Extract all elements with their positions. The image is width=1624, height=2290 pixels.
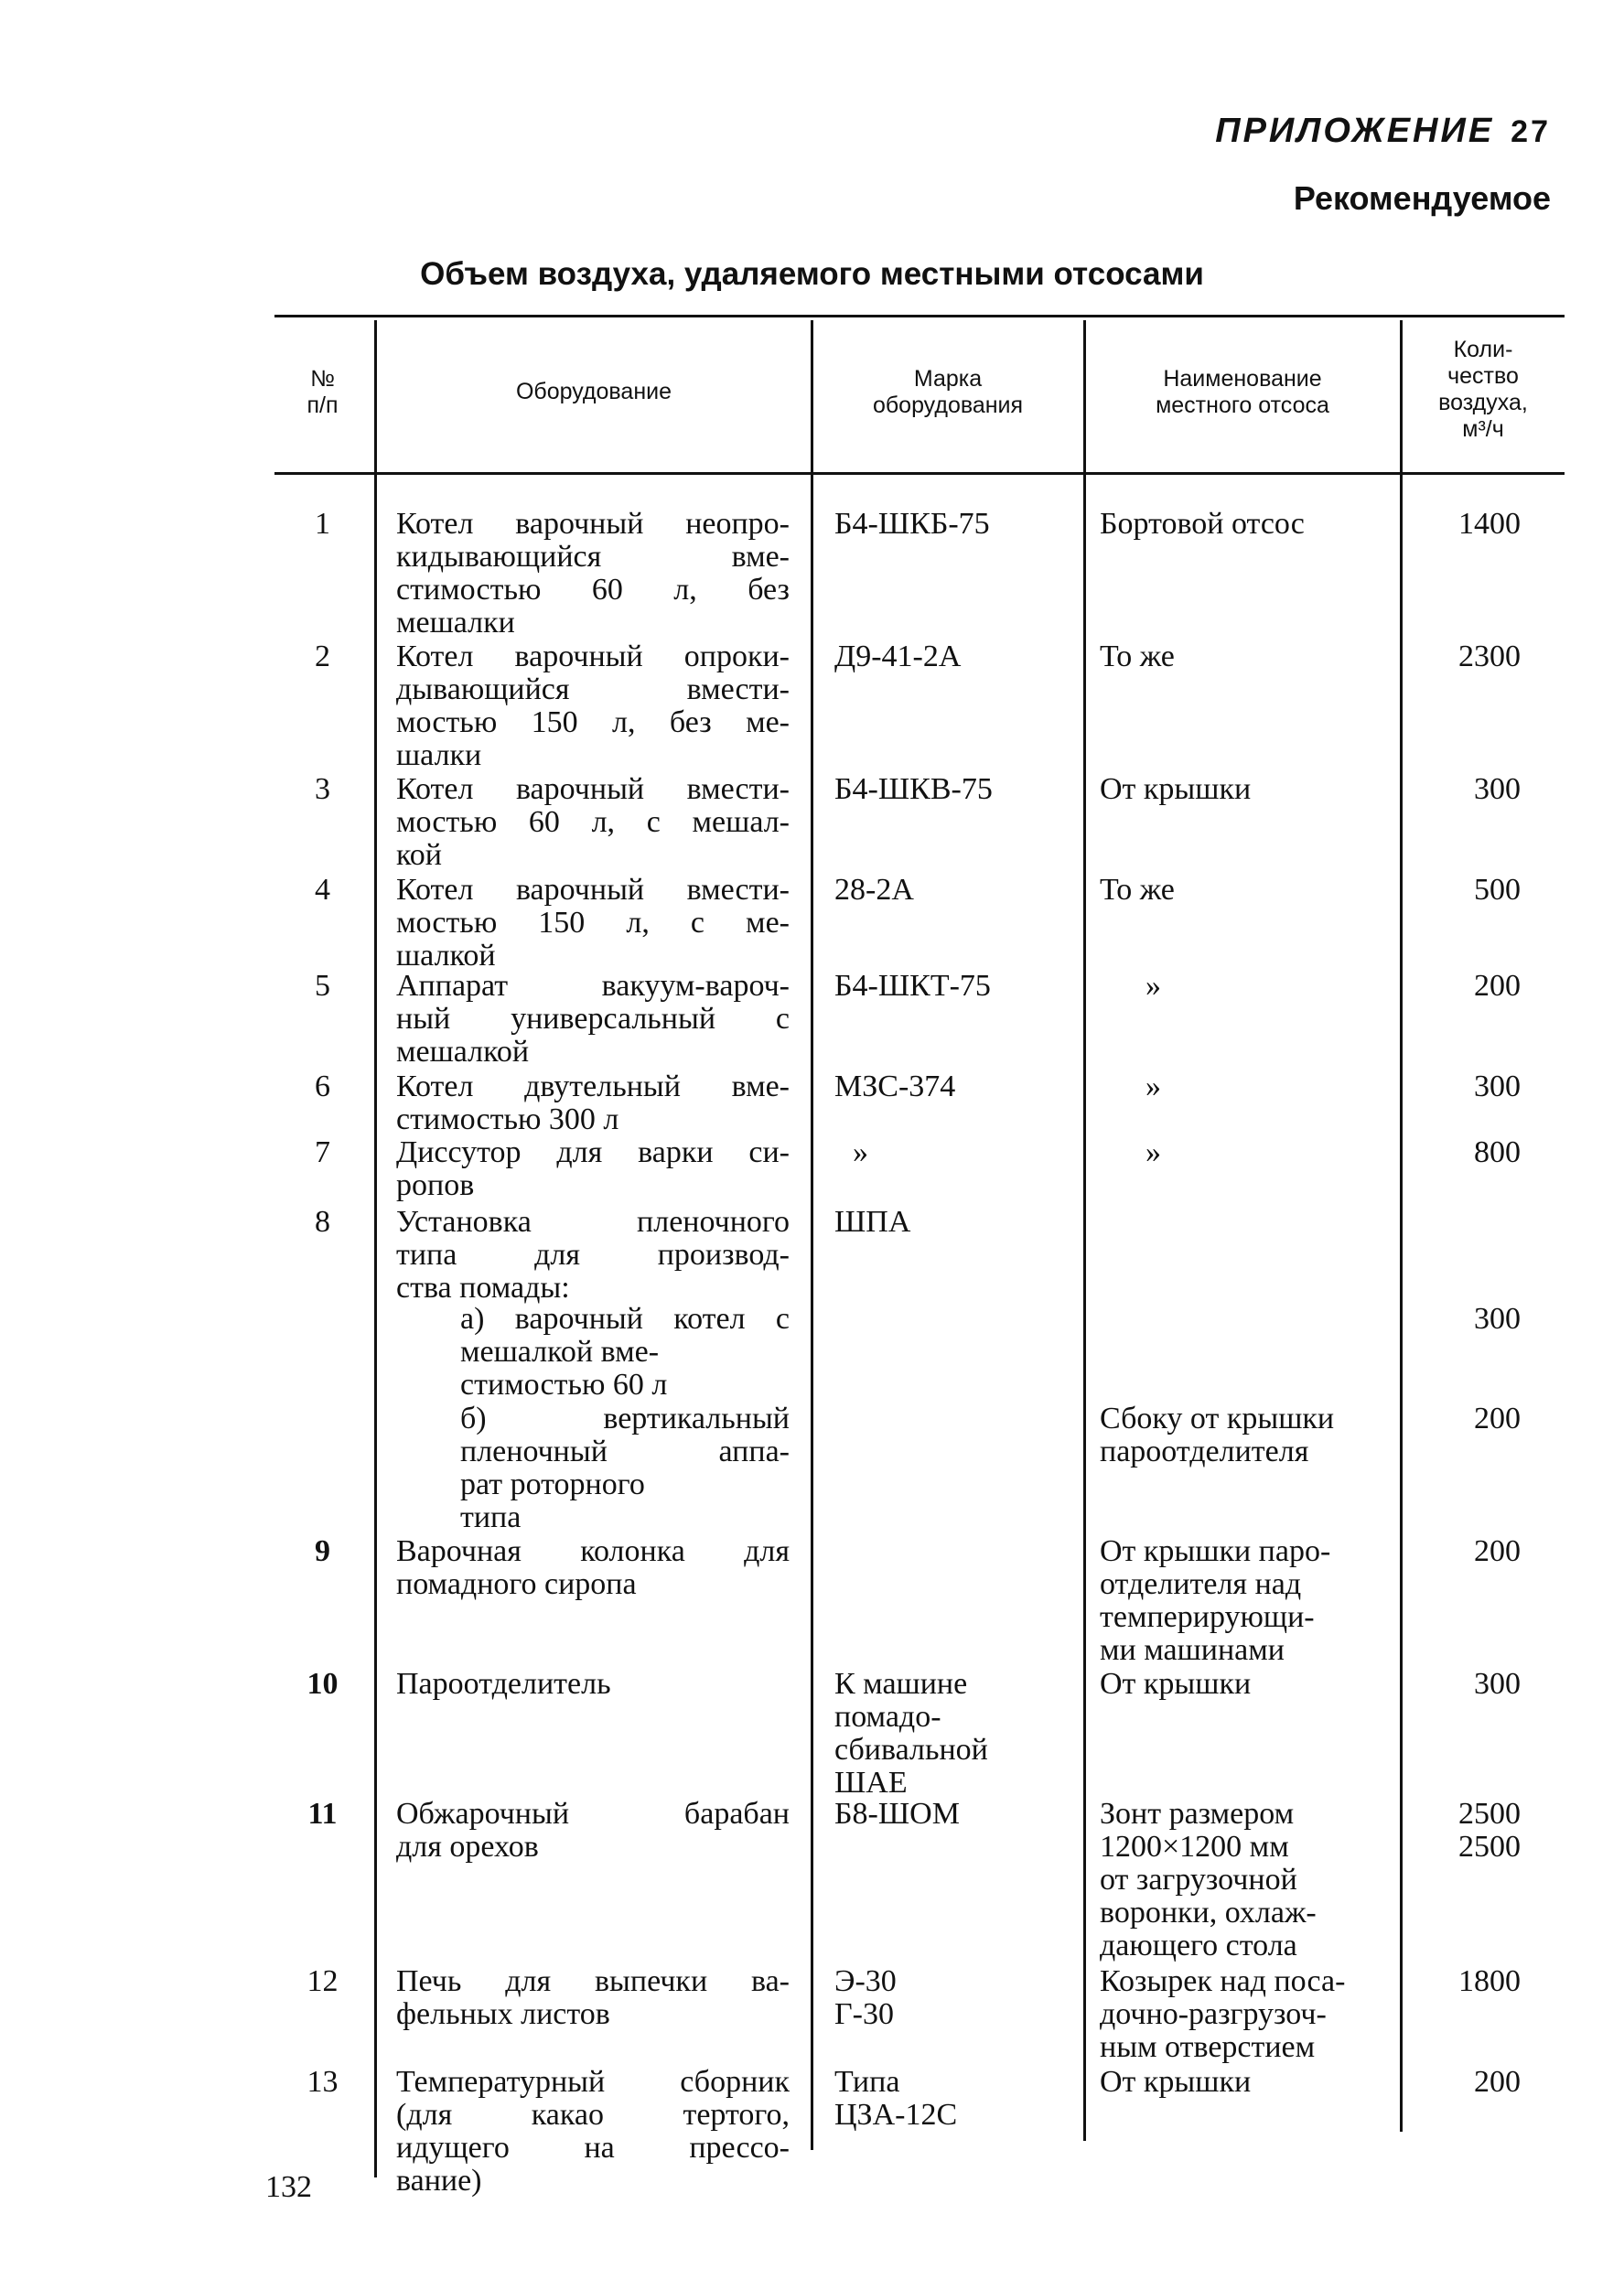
cell-num: 5	[315, 969, 330, 1003]
cell-num: 4	[315, 873, 330, 907]
equipment-line: ропов	[396, 1168, 475, 1202]
cell-brand: ШПА	[834, 1205, 911, 1239]
equipment-line: Котел варочный вмести-	[396, 772, 790, 806]
cell-brand: К машине помадо- сбивальной ШАЕ	[834, 1667, 988, 1800]
column-header-num: № п/п	[307, 366, 339, 418]
cell-volume: 300	[1474, 1667, 1521, 1701]
cell-equipment	[396, 970, 790, 1069]
equipment-line: мешалкой вме-	[460, 1335, 660, 1369]
cell-equipment	[460, 1303, 790, 1402]
column-header-volume: Коли- чество воздуха, м³/ч	[1438, 337, 1528, 442]
cell-equipment	[460, 1403, 790, 1534]
equipment-line: Установка пленочного	[396, 1205, 790, 1239]
equipment-line: стимостью 300 л	[396, 1102, 619, 1136]
equipment-line: Варочная колонка для	[396, 1534, 790, 1568]
cell-brand: Э-30 Г-30	[834, 1964, 897, 2031]
cell-equipment	[396, 874, 790, 973]
table-caption: Объем воздуха, удаляемого местными отсосами	[420, 256, 1204, 292]
column-divider	[1083, 320, 1086, 2141]
cell-num: 8	[315, 1205, 330, 1239]
cell-equipment	[396, 1206, 790, 1305]
equipment-line: типа	[460, 1500, 522, 1534]
cell-volume: 300	[1474, 1302, 1521, 1336]
equipment-line: фельных листов	[396, 1997, 610, 2031]
equipment-line: а) варочный котел с	[460, 1302, 790, 1336]
equipment-line: Котел варочный опроки-	[396, 640, 790, 673]
cell-equipment	[396, 1798, 790, 1864]
column-header-brand: Марка оборудования	[872, 366, 1024, 418]
equipment-line: идущего на прессо-	[396, 2131, 790, 2165]
equipment-line: Пароотделитель	[396, 1667, 611, 1701]
cell-equipment	[396, 1965, 790, 2031]
cell-num: 9	[315, 1534, 330, 1568]
cell-volume: 1800	[1458, 1964, 1521, 1998]
cell-volume: 200	[1474, 2065, 1521, 2099]
cell-brand: Б4-ШКБ-75	[834, 507, 990, 541]
cell-num: 2	[315, 640, 330, 673]
equipment-line: Печь для выпечки ва-	[396, 1964, 790, 1998]
column-header-suction: Наименование местного отсоса	[1156, 366, 1329, 418]
cell-equipment	[396, 1136, 790, 1202]
equipment-line: помадного сиропа	[396, 1567, 637, 1601]
appendix-title	[1215, 112, 1551, 151]
equipment-line: Котел варочный вмести-	[396, 873, 790, 907]
cell-brand: Д9-41-2А	[834, 640, 962, 673]
equipment-line: шалкой	[396, 939, 496, 973]
cell-num: 6	[315, 1070, 330, 1103]
cell-num: 10	[307, 1667, 339, 1701]
cell-equipment	[396, 2066, 790, 2198]
column-divider	[811, 320, 813, 2150]
cell-equipment	[396, 773, 790, 872]
cell-volume: 2300	[1458, 640, 1521, 673]
cell-brand: 28-2А	[834, 873, 914, 907]
cell-num: 3	[315, 772, 330, 806]
cell-volume: 200	[1474, 1402, 1521, 1435]
cell-volume: 200	[1474, 1534, 1521, 1568]
equipment-line: мостью 60 л, с мешал-	[396, 805, 790, 839]
equipment-line: Аппарат вакуум-вароч-	[396, 969, 790, 1003]
cell-equipment	[396, 1668, 790, 1701]
cell-volume: 300	[1474, 772, 1521, 806]
cell-equipment	[396, 1070, 790, 1136]
cell-brand: Б4-ШКВ-75	[834, 772, 993, 806]
cell-suction: Бортовой отсос	[1100, 507, 1305, 541]
cell-suction: Козырек над поса- дочно-разгрузоч- ным отверстием	[1100, 1964, 1346, 2064]
equipment-line: мешалкой	[396, 1035, 530, 1069]
column-divider	[374, 320, 377, 2177]
equipment-line: стимостью 60 л	[460, 1368, 668, 1402]
cell-suction: От крышки	[1100, 1667, 1252, 1701]
equipment-line: Котел варочный неопро-	[396, 507, 790, 541]
equipment-line: дывающийся вмести-	[396, 672, 790, 706]
equipment-line: для орехов	[396, 1830, 539, 1864]
cell-brand: Б4-ШКТ-75	[834, 969, 991, 1003]
equipment-line: стимостью 60 л, без	[396, 573, 790, 607]
equipment-line: рат роторного	[460, 1468, 645, 1501]
cell-num: 7	[315, 1135, 330, 1169]
cell-equipment	[396, 508, 790, 640]
equipment-line: ства помады:	[396, 1271, 570, 1305]
cell-volume: 500	[1474, 873, 1521, 907]
cell-brand: МЗС-374	[834, 1070, 956, 1103]
cell-suction: То же	[1100, 640, 1175, 673]
equipment-line: ный универсальный с	[396, 1002, 790, 1036]
cell-brand: Типа ЦЗА-12С	[834, 2065, 958, 2132]
cell-volume: 2500 2500	[1458, 1797, 1521, 1864]
equipment-line: мешалки	[396, 606, 515, 640]
equipment-line: шалки	[396, 738, 482, 772]
equipment-line: пленочный аппа-	[460, 1435, 790, 1468]
cell-num: 11	[307, 1797, 338, 1831]
cell-volume: 800	[1474, 1135, 1521, 1169]
cell-volume: 1400	[1458, 507, 1521, 541]
cell-suction: »	[1145, 969, 1161, 1003]
cell-suction: »	[1145, 1070, 1161, 1103]
cell-volume: 200	[1474, 969, 1521, 1003]
cell-num: 13	[307, 2065, 339, 2099]
column-divider	[1400, 320, 1403, 2132]
appendix-label: ПРИЛОЖЕНИЕ	[1215, 112, 1495, 150]
equipment-line: Температурный сборник	[396, 2065, 790, 2099]
header-bottom-rule	[274, 472, 1565, 475]
cell-suction: Сбоку от крышки пароотделителя	[1100, 1402, 1335, 1468]
cell-suction: То же	[1100, 873, 1175, 907]
cell-suction: От крышки паро- отделителя над темперирующи- ми машинами	[1100, 1534, 1331, 1667]
column-header-equipment: Оборудование	[515, 379, 672, 404]
cell-num: 1	[315, 507, 330, 541]
recommended-label: Рекомендуемое	[1293, 179, 1551, 217]
equipment-line: кидывающийся вме-	[396, 540, 790, 574]
cell-suction: »	[1145, 1135, 1161, 1169]
table-top-rule	[274, 315, 1565, 317]
cell-brand: Б8-ШОМ	[834, 1797, 960, 1831]
cell-suction: От крышки	[1100, 2065, 1252, 2099]
cell-equipment	[396, 640, 790, 772]
equipment-line: Диссутор для варки си-	[396, 1135, 790, 1169]
cell-suction: От крышки	[1100, 772, 1252, 806]
cell-volume: 300	[1474, 1070, 1521, 1103]
cell-equipment	[396, 1535, 790, 1601]
page-number: 132	[265, 2170, 312, 2204]
equipment-line: вание)	[396, 2164, 482, 2198]
cell-brand: »	[853, 1135, 868, 1169]
appendix-number: 27	[1511, 114, 1551, 149]
equipment-line: Котел двутельный вме-	[396, 1070, 790, 1103]
equipment-line: мостью 150 л, с ме-	[396, 906, 790, 940]
equipment-line: мостью 150 л, без ме-	[396, 705, 790, 739]
equipment-line: типа для производ-	[396, 1238, 790, 1272]
equipment-line: б) вертикальный	[460, 1402, 790, 1435]
equipment-line: Обжарочный барабан	[396, 1797, 790, 1831]
equipment-line: кой	[396, 838, 442, 872]
equipment-line: (для какао тертого,	[396, 2098, 790, 2132]
cell-num: 12	[307, 1964, 339, 1998]
cell-suction: Зонт размером 1200×1200 мм от загрузочной воронки, охлаж- дающего стола	[1100, 1797, 1317, 1962]
